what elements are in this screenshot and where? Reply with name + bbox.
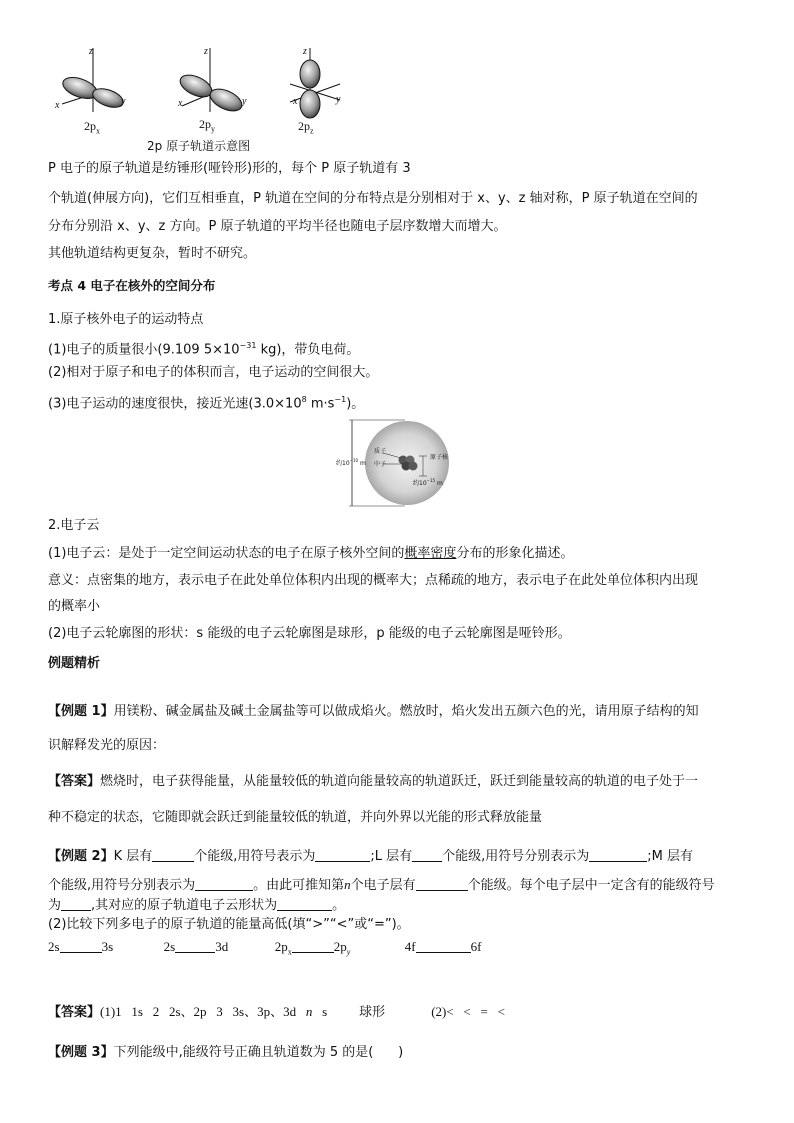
- answer-2: 【答案】(1)1 1s 2 2s、2p 3 3s、3p、3d n s 球形 (2)< < = <: [48, 1004, 505, 1020]
- label-2pz: $2p_z$: [298, 119, 314, 136]
- axis-x-1: x: [55, 100, 60, 111]
- example-1: 【例题 1】用镁粉、碱金属盐及碱土金属盐等可以做成焰火。燃放时，焰火发出五颜六色的光，请用原子结构的知: [48, 704, 699, 719]
- cloud-meaning: 意义：点密集的地方，表示电子在此处单位体积内出现的概率大；点稀疏的地方，表示电子在此处单位体积内出现: [48, 573, 699, 588]
- orbital-2px: [60, 48, 126, 112]
- examples-heading: 例题精析: [48, 656, 101, 671]
- axis-y-3: y: [336, 94, 341, 105]
- orbital-2pz: [290, 48, 340, 118]
- example-2-line-2: 个能级,用符号分别表示为 。由此可推知第n个电子层有 个能级。每个电子层中一定含有的能级符号: [48, 877, 715, 893]
- axis-z-2: z: [204, 46, 208, 57]
- label-2px: $2p_x$: [84, 119, 100, 136]
- example-2-line-1: 【例题 2】K 层有 个能级,用符号表示为 ;L 层有 个能级,用符号分别表示为 ;M 层有: [48, 849, 694, 864]
- item-1: (1)电子的质量很小(9.109 $5\times 10^{-31}$ kg)，带负电荷。: [48, 341, 360, 358]
- example-2-part2: (2)比较下列多电子的原子轨道的能量高低(填“>”“<”或“=”)。: [48, 917, 410, 932]
- atom-nucleus-label: 原子核: [430, 454, 449, 461]
- item-3: (3)电子运动的速度很快，接近光速($3.0\times 10^8$ $m\cdot s^{-1}$)。: [48, 395, 365, 412]
- atom-proton-label: 质子: [374, 448, 387, 455]
- axis-z-1: z: [89, 46, 93, 57]
- para-2: 个轨道(伸展方向)，它们互相垂直，P 轨道在空间的分布特点是分别相对于 x、y、z 轴对称，P 原子轨道在空间的: [48, 191, 698, 206]
- cloud-def: (1)电子云：是处于一定空间运动状态的电子在原子核外空间的概率密度分布的形象化描述。: [48, 546, 574, 561]
- subsection-heading-1: 1.原子核外电子的运动特点: [48, 312, 204, 327]
- para-1: P 电子的原子轨道是纺锤形(哑铃形)形的，每个 P 原子轨道有 3: [48, 161, 411, 176]
- example-3: 【例题 3】下列能级中,能级符号正确且轨道数为 5 的是( ): [48, 1045, 404, 1060]
- subsection-heading-2: 2.电子云: [48, 518, 100, 533]
- section-title: 考点 4 电子在核外的空间分布: [48, 278, 216, 293]
- nucleus-size-label: 约$10^{-15}$ m: [413, 478, 443, 487]
- cloud-shape: (2)电子云轮廓图的形状：s 能级的电子云轮廓图是球形，p 能级的电子云轮廓图是哑铃形。: [48, 626, 571, 641]
- axis-x-2: x: [178, 98, 183, 109]
- example-2-compare: 2s 3s 2s 3d $2p_x$ $2p_y$ 4f 6f: [48, 939, 482, 957]
- answer-1: 【答案】燃烧时，电子获得能量，从能量较低的轨道向能量较高的轨道跃迁，跃迁到能量较高的轨道的电子处于一: [48, 774, 699, 789]
- example-2-line-3: 为 ,其对应的原子轨道电子云形状为 。: [48, 898, 346, 913]
- axis-z-3: z: [303, 46, 307, 57]
- atom-neutron-label: 中子: [374, 461, 387, 468]
- item-2: (2)相对于原子和电子的体积而言，电子运动的空间很大。: [48, 365, 379, 380]
- label-2py: $2p_y$: [199, 117, 215, 134]
- axis-y-2: y: [242, 96, 247, 107]
- axis-x-3: x: [293, 96, 298, 107]
- example-1-cont: 识解释发光的原因：: [48, 738, 166, 753]
- figure-caption: 2p 原子轨道示意图: [147, 139, 251, 153]
- cloud-meaning-cont: 的概率小: [48, 599, 101, 614]
- orbital-2py: [177, 48, 245, 115]
- answer-1-cont: 种不稳定的状态，它随即就会跃迁到能量较低的轨道，并向外界以光能的形式释放能量: [48, 810, 543, 825]
- axis-y-1: y: [121, 96, 126, 107]
- para-3: 分布分别沿 x、y、z 方向。P 原子轨道的平均半径也随电子层序数增大而增大。: [48, 219, 507, 234]
- atom-size-label: 约$10^{-10}$ m: [336, 458, 366, 467]
- para-4: 其他轨道结构更复杂，暂时不研究。: [48, 246, 257, 261]
